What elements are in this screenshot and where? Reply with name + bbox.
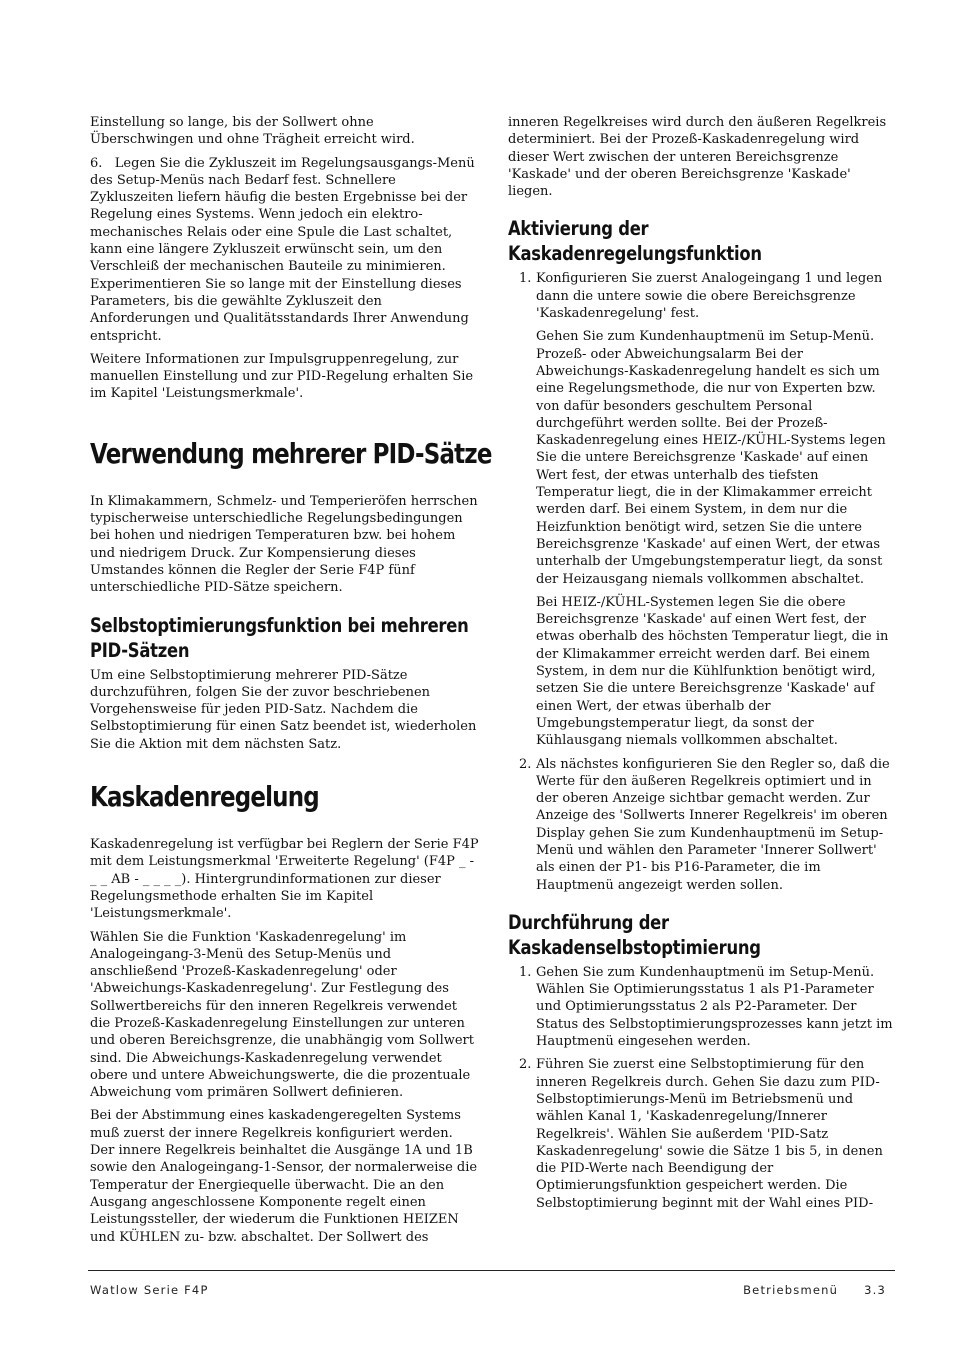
paragraph: Kaskadenregelung ist verfügbar bei Reglern der Serie F4P mit dem Leistungsmerkmal 'Erweiterte Regelung' (F4P _ - _ _ AB - _ _ _ _). Hintergrundinformationen zur dieser Regelungsmethode erhalten Sie im Kapitel 'Leistungsmerkmale'. — [90, 837, 479, 922]
paragraph: inneren Regelkreises wird durch den äußeren Regelkreis determiniert. Bei der Prozeß-Kaskadenregelung wird dieser Wert zwischen der unteren Bereichsgrenze 'Kaskade' und der oberen Bereichsgrenze 'Kaskade' liegen. — [508, 115, 887, 200]
section-heading: Verwendung mehrerer PID-Sätze — [90, 436, 492, 470]
subsection-heading: Durchführung der Kaskadenselbstoptimierung — [508, 910, 761, 959]
paragraph: Weitere Informationen zur Impulsgruppenregelung, zur manuellen Einstellung und zur PID-Regelung erhalten Sie im Kapitel 'Leistungsmerkmale'. — [90, 351, 474, 402]
paragraph: Wählen Sie die Funktion 'Kaskadenregelung' im Analogeingang-3-Menü des Setup-Menüs und anschließend 'Prozeß-Kaskadenregelung' oder 'Abweichungs-Kaskadenregelung'. Zur Festlegung des Sollwertbereichs für den inneren Regelkreis verwendet die Prozeß-Kaskadenregelung Einstellungen zur unteren und oberen Bereichsgrenze, die unabhängig vom Sollwert sind. Die Abweichungs-Kaskadenregelung verwendet obere und untere Abweichungswerte, die die prozentuale Abweichung vom primären Sollwert definieren. — [90, 929, 474, 1101]
paragraph: Um eine Selbstoptimierung mehrerer PID-Sätze durchzuführen, folgen Sie der zuvor beschriebenen Vorgehensweise für jeden PID-Satz. Nachdem die Selbstoptimierung für einen Satz beendet ist, wiederholen Sie die Aktion mit dem nächsten Satz. — [90, 667, 477, 752]
paragraph: Gehen Sie zum Kundenhauptmenü im Setup-Menü. Prozeß- oder Abweichungsalarm Bei der Abweichungs-Kaskadenregelung handelt es sich um eine Regelungsmethode, die nur von Experten bzw. von dafür besonders geschultem Personal durchgeführt werden sollte. Bei der Prozeß-Kaskadenregelung eines HEIZ-/KÜHL-Systems legen Sie die untere Bereichsgrenze 'Kaskade' auf einen Wert fest, der etwas unterhalb des tiefsten Temperatur liegt, die in der Klimakammer erreicht werden darf. Bei einem System, in dem nur die Heizfunktion benötigt wird, setzen Sie die untere Bereichsgrenze 'Kaskade' auf einen Wert, der etwas unterhalb der Umgebungstemperatur liegt, da sonst der Heizausgang niemals vollkommen abschaltet. — [536, 329, 886, 587]
list-item — [508, 964, 896, 1050]
list-item — [508, 1056, 896, 1212]
paragraph: Bei HEIZ-/KÜHL-Systemen legen Sie die obere Bereichsgrenze 'Kaskade' auf einen Wert fest, der etwas oberhalb des höchsten Temperatur liegt, die in der Klimakammer erreicht werden darf. Bei einem System, in dem nur die Kühlfunktion benötigt wird, setzen Sie die untere Bereichsgrenze 'Kaskade' auf einen Wert, der etwas überhalb der Umgebungstemperatur liegt, da sonst der Kühlausgang niemals vollkommen abschaltet. — [536, 594, 889, 749]
left-column — [90, 114, 492, 1252]
subsection-heading: Selbstoptimierungsfunktion bei mehreren PID-Sätzen — [90, 613, 469, 662]
list-number: 1. — [519, 271, 532, 287]
paragraph: In Klimakammern, Schmelz- und Temperieröfen herrschen typischerweise unterschiedliche Regelungsbedingungen bei hohen und niedrigen Temperaturen bzw. bei hohem und niedrigem Druck. Zur Kompensierung dieses Umstandes können die Regler der Serie F4P fünf unterschiedliche PID-Sätze speichern. — [90, 493, 478, 596]
section-heading: Kaskadenregelung — [90, 780, 319, 814]
page-number: 3.3 — [864, 1283, 886, 1297]
paragraph: Gehen Sie zum Kundenhauptmenü im Setup-Menü. Wählen Sie Optimierungsstatus 1 als P1-Parameter und Optimierungsstatus 2 als P2-Parameter. Der Status des Selbstoptimierungsprozesses kann jetzt im Hauptmenü eingesehen werden. — [536, 964, 893, 1050]
paragraph: Konfigurieren Sie zuerst Analogeingang 1 und legen dann die untere sowie die obere Bereichsgrenze 'Kaskadenregelung' fest. — [536, 271, 883, 322]
footer-divider — [88, 1270, 895, 1271]
list-item — [508, 270, 896, 749]
subsection-heading: Aktivierung der Kaskadenregelungsfunktion — [508, 217, 762, 266]
list-number: 2. — [519, 1057, 532, 1073]
right-column — [508, 114, 896, 1218]
list-item — [508, 756, 896, 894]
list-number: 2. — [519, 756, 532, 772]
paragraph: 6. Legen Sie die Zykluszeit im Regelungsausgangs-Menü des Setup-Menüs nach Bedarf fest. Schnellere Zykluszeiten liefern häufig die besten Ergebnisse bei der Regelung eines Systems. Wenn jedoch ein elektro-mechanisches Relais oder eine Spule die Last schaltet, kann eine längere Zykluszeit erwünscht sein, um den Verschleiß der mechanischen Bauteile zu minimieren. Experimentieren Sie so lange mit der Einstellung dieses Parameters, bis die gewählte Zykluszeit den Anforderungen und Qualitätsstandards Ihrer Anwendung entspricht. — [90, 155, 475, 344]
numbered-list — [508, 270, 896, 893]
footer-title: Watlow Serie F4P — [90, 1283, 209, 1297]
list-number: 1. — [519, 964, 532, 980]
footer-section: Betriebsmenü — [743, 1283, 839, 1297]
numbered-list — [508, 964, 896, 1212]
paragraph: Einstellung so lange, bis der Sollwert ohne Überschwingen und ohne Trägheit erreicht wird. — [90, 115, 415, 148]
paragraph: Führen Sie zuerst eine Selbstoptimierung für den inneren Regelkreis durch. Gehen Sie dazu zum PID-Selbstoptimierungs-Menü im Betriebsmenü und wählen Kanal 1, 'Kaskadenregelung/Innerer Regelkreis'. Wählen Sie außerdem 'PID-Satz Kaskadenregelung' sowie die Sätze 1 bis 5, in denen die PID-Werte nach Beendigung der Optimierungsfunktion gespeichert werden. Die Selbstoptimierung beginnt mit der Wahl eines PID- — [536, 1057, 883, 1211]
footer-page-info — [743, 1283, 886, 1297]
paragraph: Als nächstes konfigurieren Sie den Regler so, daß die Werte für den äußeren Regelkreis optimiert und in der oberen Anzeige sichtbar gemacht werden. Zur Anzeige des 'Sollwerts Innerer Regelkreis' im oberen Display gehen Sie zum Kundenhauptmenü im Setup-Menü und wählen den Parameter 'Innerer Sollwert' als einen der P1- bis P16-Parameter, die im Hauptmenü angezeigt werden sollen. — [536, 756, 890, 893]
paragraph: Bei der Abstimmung eines kaskadengeregelten Systems muß zuerst der innere Regelkreis konfiguriert werden. Der innere Regelkreis beinhaltet die Ausgänge 1A und 1B sowie den Analogeingang-1-Sensor, der normalerweise die Temperatur der Energiequelle überwacht. Die an den Ausgang angeschlossene Komponente regelt einen Leistungssteller, der wiederum die Funktionen HEIZEN und KÜHLEN zu- bzw. abschaltet. Der Sollwert des — [90, 1108, 478, 1245]
